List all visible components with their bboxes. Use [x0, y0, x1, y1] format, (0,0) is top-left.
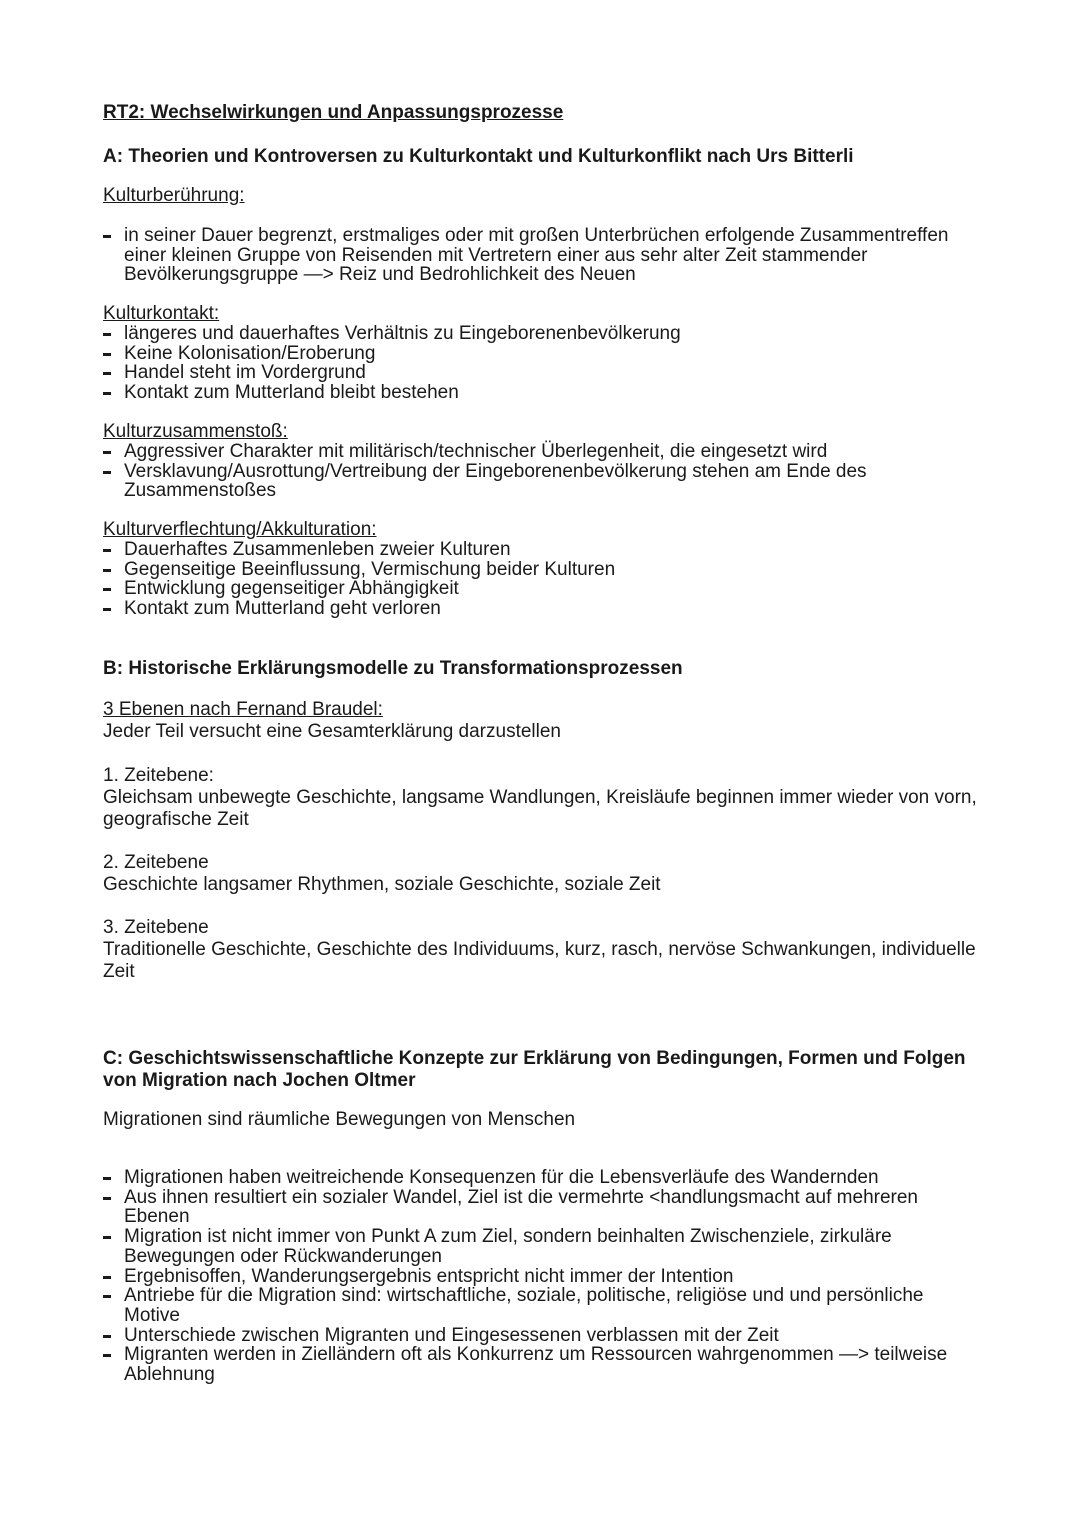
- kulturkontakt-list: [103, 324, 983, 403]
- kulturzusammenstoss-label: Kulturzusammenstoß:: [103, 421, 288, 442]
- kulturberuehrung-list: [103, 226, 983, 285]
- list-item: Ergebnisoffen, Wanderungsergebnis entspricht nicht immer der Intention: [103, 1267, 983, 1287]
- document-title: RT2: Wechselwirkungen und Anpassungsprozesse: [103, 102, 564, 123]
- list-item: Migration ist nicht immer von Punkt A zum Ziel, sondern beinhalten Zwischenziele, zirkuläre Bewegungen oder Rückwanderungen: [103, 1227, 983, 1266]
- section-c-heading: C: Geschichtswissenschaftliche Konzepte zur Erklärung von Bedingungen, Formen und Folgen von Migration nach Jochen Oltmer: [103, 1048, 966, 1091]
- list-item: Unterschiede zwischen Migranten und Eingesessenen verblassen mit der Zeit: [103, 1326, 983, 1346]
- level-2-text: Geschichte langsamer Rhythmen, soziale Geschichte, soziale Zeit: [103, 874, 661, 895]
- list-item: Handel steht im Vordergrund: [103, 363, 983, 383]
- list-item: in seiner Dauer begrenzt, erstmaliges oder mit großen Unterbrüchen erfolgende Zusammentreffen einer kleinen Gruppe von Reisenden mit Vertretern einer aus sehr alter Zeit stammender Bevölkerungsgruppe —> Reiz und Bedrohlichkeit des Neuen: [103, 226, 983, 285]
- kulturverflechtung-label: Kulturverflechtung/Akkulturation:: [103, 519, 377, 540]
- list-item: Dauerhaftes Zusammenleben zweier Kulturen: [103, 540, 983, 560]
- list-item: Kontakt zum Mutterland bleibt bestehen: [103, 383, 983, 403]
- migration-list: [103, 1168, 983, 1385]
- section-b-heading: B: Historische Erklärungsmodelle zu Transformationsprozessen: [103, 658, 683, 679]
- level-2-title: 2. Zeitebene: [103, 852, 209, 873]
- section-c-intro: Migrationen sind räumliche Bewegungen von Menschen: [103, 1109, 576, 1130]
- kulturverflechtung-list: [103, 540, 983, 619]
- list-item: Aus ihnen resultiert ein sozialer Wandel, Ziel ist die vermehrte <handlungsmacht auf mehreren Ebenen: [103, 1188, 983, 1227]
- level-3-title: 3. Zeitebene: [103, 917, 209, 938]
- list-item: Migranten werden in Zielländern oft als Konkurrenz um Ressourcen wahrgenommen —> teilweise Ablehnung: [103, 1345, 983, 1384]
- braudel-intro: Jeder Teil versucht eine Gesamterklärung darzustellen: [103, 721, 561, 742]
- list-item: Aggressiver Charakter mit militärisch/technischer Überlegenheit, die eingesetzt wird: [103, 442, 983, 462]
- list-item: Antriebe für die Migration sind: wirtschaftliche, soziale, politische, religiöse und und persönliche Motive: [103, 1286, 983, 1325]
- list-item: Keine Kolonisation/Eroberung: [103, 344, 983, 364]
- list-item: Entwicklung gegenseitiger Abhängigkeit: [103, 579, 983, 599]
- list-item: längeres und dauerhaftes Verhältnis zu Eingeborenenbevölkerung: [103, 324, 983, 344]
- section-a-heading: A: Theorien und Kontroversen zu Kulturkontakt und Kulturkonflikt nach Urs Bitterli: [103, 146, 854, 167]
- level-3-text: Traditionelle Geschichte, Geschichte des Individuums, kurz, rasch, nervöse Schwankungen, individuelle Zeit: [103, 939, 976, 982]
- level-1-title: 1. Zeitebene:: [103, 765, 214, 786]
- braudel-label: 3 Ebenen nach Fernand Braudel:: [103, 699, 383, 720]
- kulturzusammenstoss-list: [103, 442, 983, 501]
- list-item: Gegenseitige Beeinflussung, Vermischung beider Kulturen: [103, 560, 983, 580]
- kulturberuehrung-label: Kulturberührung:: [103, 185, 245, 206]
- list-item: Kontakt zum Mutterland geht verloren: [103, 599, 983, 619]
- list-item: Migrationen haben weitreichende Konsequenzen für die Lebensverläufe des Wandernden: [103, 1168, 983, 1188]
- list-item: Versklavung/Ausrottung/Vertreibung der Eingeborenenbevölkerung stehen am Ende des Zusammenstoßes: [103, 462, 983, 501]
- kulturkontakt-label: Kulturkontakt:: [103, 303, 220, 324]
- level-1-text: Gleichsam unbewegte Geschichte, langsame Wandlungen, Kreisläufe beginnen immer wieder von vorn, geografische Zeit: [103, 787, 977, 830]
